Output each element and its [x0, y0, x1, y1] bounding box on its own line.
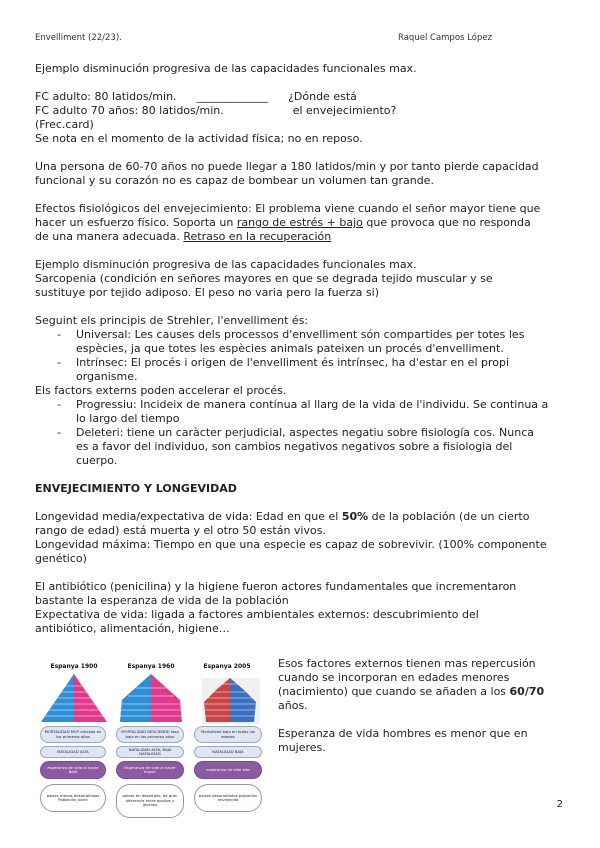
question: ¿Dónde está	[288, 90, 357, 103]
page-number: 2	[556, 799, 563, 810]
fc-70: FC adulto 70 años: 80 latidos/min.	[35, 104, 224, 117]
text-line: Esperanza de vida hombres es menor que en	[278, 727, 528, 740]
text-span: de la población (de un cierto	[368, 510, 530, 523]
pyramid-note: países menos desarrollados Población joven	[40, 784, 106, 812]
bullet-list	[35, 328, 575, 384]
pyramid-note: Mortalidad baja en todas las edades	[194, 726, 262, 743]
text-line: bastante la esperanza de vida de la población	[35, 594, 289, 607]
blank-line: _____________	[196, 90, 269, 103]
bullet-text: - Intrínsec: El procés i origen de l'envelliment és intrínsec, ha d'estar en el propi	[76, 356, 510, 369]
text-line	[35, 216, 575, 230]
text-line: Se nota en el momento de la actividad física; no en reposo.	[35, 132, 363, 145]
underlined-phrase: rango de estrés + bajo	[236, 216, 363, 229]
pyramid-note: MORTALIDAD DESCIENDE tasa baja en los primeros años	[116, 726, 184, 743]
bullet-text: - Universal: Les causes dels processos d'envelliment són compartides per totes les	[76, 328, 525, 341]
list-item	[35, 398, 575, 426]
text-line: años.	[278, 699, 308, 712]
pyramid-note: países desarrollados población envejecida	[194, 784, 262, 812]
text-line: genético)	[35, 552, 87, 565]
text-line	[35, 90, 575, 104]
text-line: rango de edad) está muerta y el otro 50 están vivos.	[35, 524, 326, 537]
section-heading: ENVEJECIMIENTO Y LONGEVIDAD	[35, 482, 237, 495]
bold-value: 60/70	[509, 685, 545, 698]
text-line: antibiótico, alimentación, higiene…	[35, 622, 230, 635]
pyramid-title: Espanya 1900	[50, 663, 98, 670]
pyramid-1900	[41, 674, 107, 722]
text-line: sustituye por tejido adiposo. El peso no varia pero la fuerza si)	[35, 286, 379, 299]
text-line: Esos factores externos tienen mas repercusión	[278, 657, 536, 670]
pyramid-note: esperanza de vida al nacer BAJA	[40, 761, 106, 779]
text-line: mujeres.	[278, 741, 326, 754]
text-line: El antibiótico (penicilina) y la higiene fueron actores fundamentales que incrementaron	[35, 580, 517, 593]
pyramid-note: países en desarrollo, de gran diferencia entre adultos y jóvenes	[116, 784, 184, 818]
bold-value: 50%	[341, 510, 369, 523]
question-cont: el envejecimiento?	[292, 104, 397, 117]
text-line: Una persona de 60-70 años no puede llegar a 180 latidos/min y por tanto pierde capacidad	[35, 160, 539, 173]
fc-adult: FC adulto: 80 latidos/min.	[35, 90, 177, 103]
text-line: Seguint els principis de Strehler, l'envelliment és:	[35, 314, 309, 327]
bullet-text: - Progressiu: Incideix de manera contínua al llarg de la vida de l'individu. Se continua a	[76, 398, 549, 411]
pyramid-title: Espanya 1960	[127, 663, 175, 670]
text-line: Ejemplo disminución progresiva de las capacidades funcionales max.	[35, 62, 417, 75]
pyramid-2005	[202, 678, 260, 724]
bullet-text: organisme.	[76, 370, 138, 383]
header-course: Envelliment (22/23).	[35, 33, 122, 43]
underlined-phrase: Retraso en la recuperación	[183, 230, 332, 243]
text-line: Expectativa de vida: ligada a factores ambientales externos: descubrimiento del	[35, 608, 479, 621]
text-line: Longevidad máxima: Tiempo en que una especie es capaz de sobrevivir. (100% componente	[35, 538, 547, 551]
list-item	[35, 356, 575, 384]
text-span: de una manera adecuada.	[35, 230, 184, 243]
pyramid-note: NATALIDAD BAJA	[194, 746, 262, 758]
pyramid-note: esperanza de vida alta	[194, 761, 262, 779]
bullet-text: cuerpo.	[76, 454, 118, 467]
pyramid-note: NATALIDAD ALTA, BAJA NATALIDAD	[116, 746, 184, 758]
text-line	[278, 685, 548, 699]
text-span: (nacimiento) que cuando se añaden a los	[278, 685, 510, 698]
text-line: Sarcopenia (condición en señores mayores en que se degrada tejido muscular y se	[35, 272, 493, 285]
pyramid-title: Espanya 2005	[203, 663, 251, 670]
text-line	[35, 510, 575, 524]
text-line	[35, 230, 575, 244]
pyramid-note: NATALIDAD ALTA	[40, 746, 106, 758]
bullet-text: lo largo del tiempo	[76, 412, 180, 425]
pyramid-note: Esperanza de vida al nacer mayor	[116, 761, 184, 779]
pyramid-note: MORTALIDAD MUY elevada en los primeros años	[40, 726, 106, 743]
text-line: funcional y su corazón no es capaz de bombear un volumen tan grande.	[35, 174, 434, 187]
text-line: cuando se incorporan en edades menores	[278, 671, 510, 684]
population-pyramid-figure	[36, 660, 266, 820]
bullet-text: espècies, ja que totes les espècies animals pateixen un procés d'envelliment.	[76, 342, 504, 355]
side-text	[278, 657, 548, 755]
bullet-list	[35, 398, 575, 468]
bullet-text: es a favor del individuo, son cambios negativos negativos sobre a fisiologia del	[76, 440, 513, 453]
main-text	[35, 62, 575, 636]
list-item	[35, 426, 575, 468]
text-line: Efectos fisiológicos del envejecimiento: El problema viene cuando el señor mayor tiene que	[35, 202, 541, 215]
bullet-text: - Deleteri: tiene un caràcter perjudicial, aspectes negatiu sobre fisiología cos. Nunca	[76, 426, 535, 439]
list-item	[35, 328, 575, 356]
text-line	[35, 104, 575, 118]
text-line: Els factors externs poden accelerar el procés.	[35, 384, 287, 397]
pyramid-graphics	[36, 670, 266, 730]
pyramid-1960	[120, 674, 182, 722]
text-line: Ejemplo disminución progresiva de las capacidades funcionales max.	[35, 258, 417, 271]
text-span: Longevidad media/expectativa de vida: Edad en que el	[35, 510, 342, 523]
header-author: Raquel Campos López	[398, 33, 493, 43]
text-span: que provoca que no responda	[362, 216, 531, 229]
text-line: (Frec.card)	[35, 118, 94, 131]
text-span: hacer un esfuerzo físico. Soporta un	[35, 216, 237, 229]
